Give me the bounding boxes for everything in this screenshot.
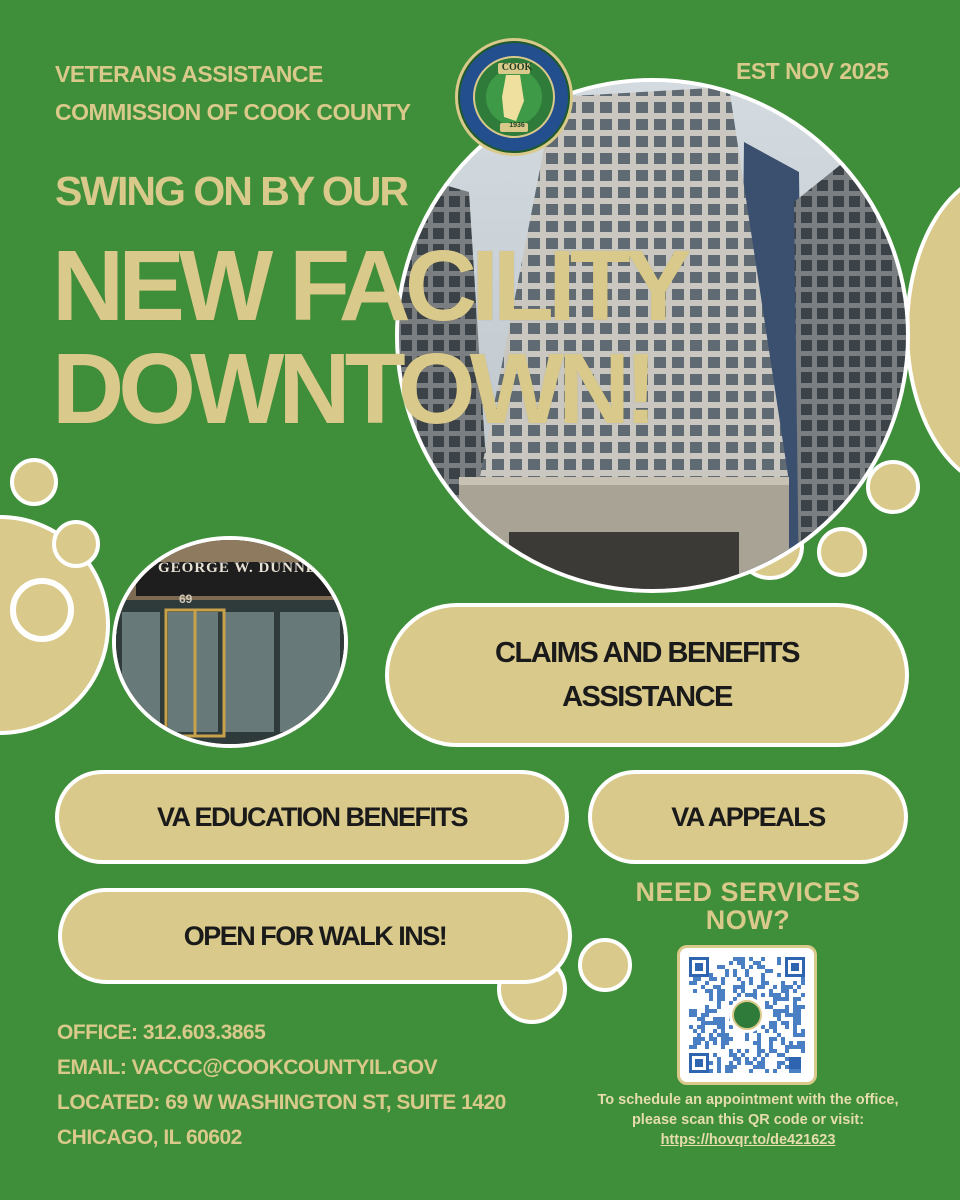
commission-seal [455,38,573,156]
org-name-line2: COMMISSION OF COOK COUNTY [55,99,411,125]
contact-office: OFFICE: 312.603.3865 [57,1021,266,1044]
walk-ins-badge: OPEN FOR WALK INS! [58,888,572,984]
need-services-line1: NEED SERVICES [635,877,861,907]
seal-center-text: COOK [501,62,533,73]
service-va-education: VA EDUCATION BENEFITS [55,770,569,864]
org-name-line1: VETERANS ASSISTANCE [55,61,323,87]
decor-circle-small-6 [578,938,632,992]
contact-email: EMAIL: VACCC@COOKCOUNTYIL.GOV [57,1056,438,1079]
service-claims-line2: ASSISTANCE [562,681,732,713]
decor-ring-left [10,578,74,642]
need-services-heading [600,878,896,934]
service-va-appeals: VA APPEALS [588,770,908,864]
decor-circle-small-1 [10,458,58,506]
schedule-line2: please scan this QR code or visit: [631,1112,865,1128]
entrance-photo [112,536,348,748]
seal-year: 1936 [509,122,525,129]
schedule-line1: To schedule an appointment with the office, [597,1092,899,1108]
decor-circle-small-2 [52,520,100,568]
contact-city: CHICAGO, IL 60602 [57,1126,242,1149]
service-claims-line1: CLAIMS AND BENEFITS [495,637,799,669]
established-date: EST NOV 2025 [736,58,889,84]
schedule-link[interactable]: https://hovqr.to/de421623 [660,1132,836,1148]
building-sign-text: GEORGE W. DUNNE C [158,560,334,576]
contact-address: LOCATED: 69 W WASHINGTON ST, SUITE 1420 [57,1091,506,1114]
decor-circle-small-5 [817,527,867,577]
qr-code[interactable] [677,945,817,1085]
headline-line1: NEW FACILITY [52,230,686,342]
headline-line2: DOWNTOWN! [52,333,652,445]
org-name [55,55,411,131]
contact-info [57,1015,506,1155]
headline [52,230,686,445]
decor-circle-small-3 [866,460,920,514]
service-claims-benefits [385,603,909,747]
schedule-instructions [566,1090,930,1150]
need-services-line2: NOW? [705,905,791,935]
tagline: SWING ON BY OUR [55,168,407,214]
decor-circle-right-edge [905,170,960,490]
building-number: 69 [179,592,193,606]
